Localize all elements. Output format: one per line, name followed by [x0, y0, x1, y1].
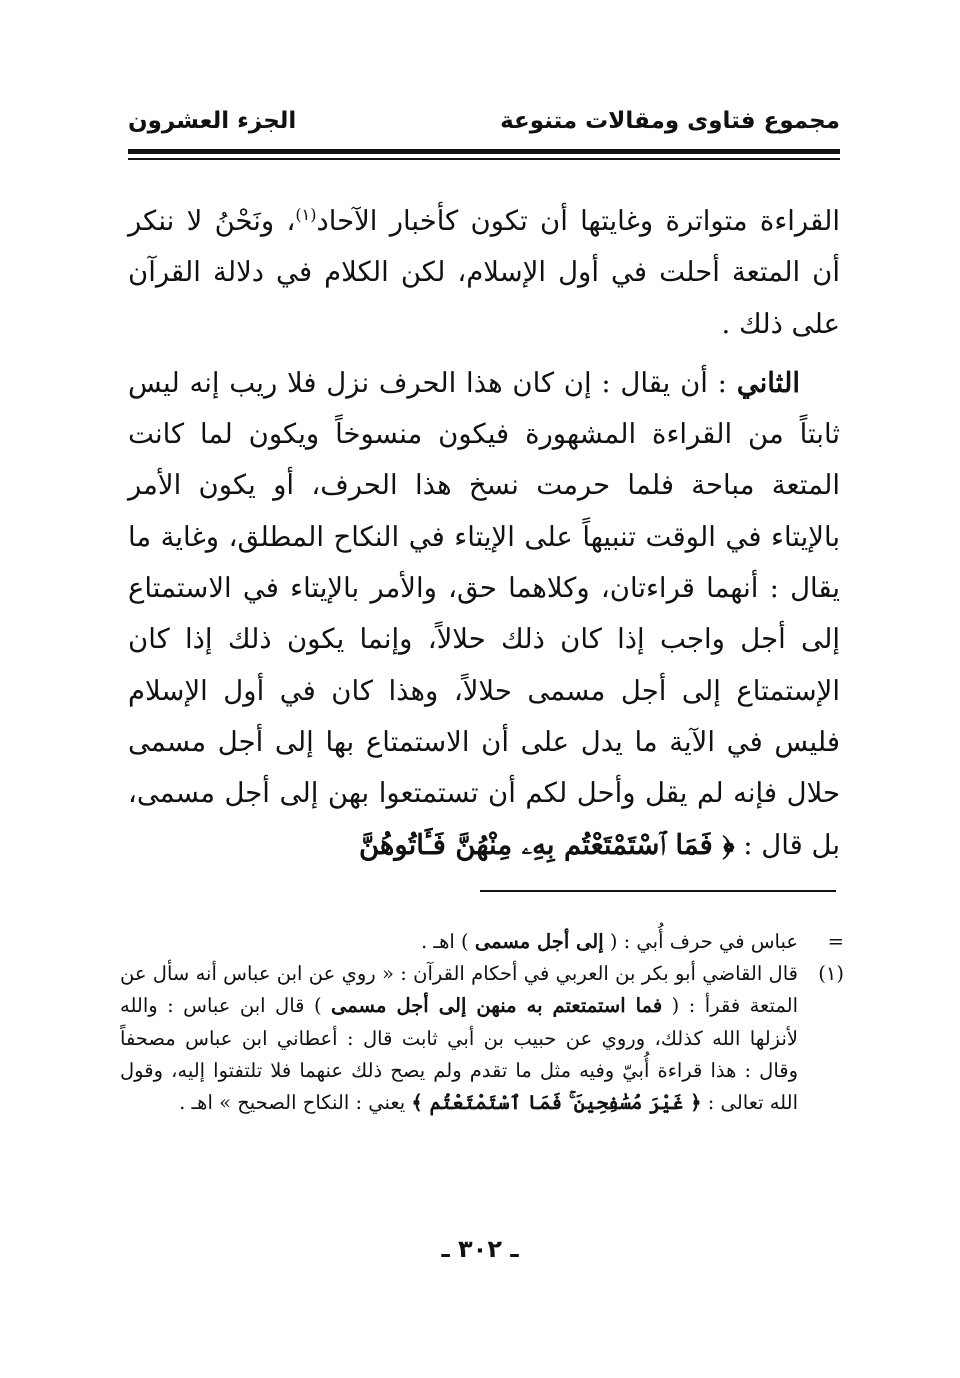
- paragraph-1-text-a: القراءة متواترة وغايتها أن تكون كأخبار الآحاد: [316, 205, 840, 237]
- footnote-1-bold: فما استمتعتم به منهن إلى أجل مسمى: [331, 994, 663, 1018]
- quran-verse: ﴿ فَمَا ٱسْتَمْتَعْتُم بِهِۦ مِنْهُنَّ فَـَٔاتُوهُنَّ: [358, 828, 735, 861]
- header-rule-thin: [128, 158, 840, 160]
- continuation-text-b: ) اهـ .: [421, 930, 475, 953]
- footnote-1-text-b: ) قال ابن عباس : والله لأنزلها الله كذلك، وروي عن حبيب بن أبي ثابت قال : أعطاني ابن عباس مصحفاً وقال : هذا قراءة أُبيّ وفيه مثل ما تقدم ولم يصح ذلك عنهما فلا تلتفتوا إليه، وقول الله تعالى :: [120, 994, 798, 1115]
- running-header: [128, 104, 840, 144]
- footnote-1-text-c: يعني : النكاح الصحيح » اهـ .: [179, 1091, 412, 1115]
- footnote-continuation: [120, 926, 844, 958]
- book-title: مجموع فتاوى ومقالات متنوعة: [500, 108, 840, 134]
- paragraph-1: [128, 196, 840, 350]
- continuation-text: [120, 926, 798, 958]
- continuation-text-a: عباس في حرف أُبي : (: [603, 930, 798, 953]
- paragraph-2-lead: الثاني: [736, 366, 800, 399]
- part-title: الجزء العشرون: [128, 108, 297, 134]
- footnote-1-mark: (١): [818, 962, 844, 986]
- header-rule-thick: [128, 149, 840, 154]
- page-number: ـ ٣٠٢ ـ: [441, 1235, 519, 1263]
- footnote-1: [120, 958, 844, 1119]
- paragraph-1-text-b: ، ونَحْنُ لا ننكر أن المتعة أحلت في أول الإسلام، لكن الكلام في دلالة القرآن على ذلك .: [128, 205, 840, 340]
- paragraph-2-text: : أن يقال : إن كان هذا الحرف نزل فلا ريب إنه ليس ثابتاً من القراءة المشهورة فيكون منسوخاً ويكون لما كانت المتعة مباحة فلما حرمت نسخ هذا الحرف، أو يكون الأمر بالإيتاء في الوقت تنبيهاً على الإيتاء في النكاح المطلق، وغاية ما يقال : أنهما قراءتان، وكلاهما حق، والأمر بالإيتاء في الاستمتاع إلى أجل واجب إذا كان ذلك حلالاً، وإنما يكون ذلك إذا كان الإستمتاع إلى أجل مسمى حلالاً، وهذا كان في أول الإسلام فليس في الآية ما يدل على أن الاستمتاع بها إلى أجل مسمى حلال فإنه لم يقل وأحل لكم أن تستمتعوا بهن إلى أجل مسمى، بل قال :: [128, 366, 840, 861]
- footnote-1-text-a: قال القاضي أبو بكر بن العربي في أحكام القرآن : « روي عن ابن عباس أنه سأل عن المتعة فقرأ : (: [120, 962, 798, 1018]
- paragraph-2: [128, 358, 840, 871]
- main-text: [128, 196, 840, 871]
- continuation-mark: =: [827, 930, 844, 953]
- footnote-separator: [480, 890, 836, 892]
- footnote-ref-1: (١): [295, 204, 317, 224]
- footnote-1-text: [120, 958, 798, 1119]
- footnotes: [120, 926, 844, 1119]
- continuation-bold: إلى أجل مسمى: [474, 930, 604, 953]
- footnote-1-quran: ﴿ غَيْرَ مُسَٰفِحِينَ ۚ فَمَا ٱسْتَمْتَعْتُم ﴾: [411, 1091, 702, 1115]
